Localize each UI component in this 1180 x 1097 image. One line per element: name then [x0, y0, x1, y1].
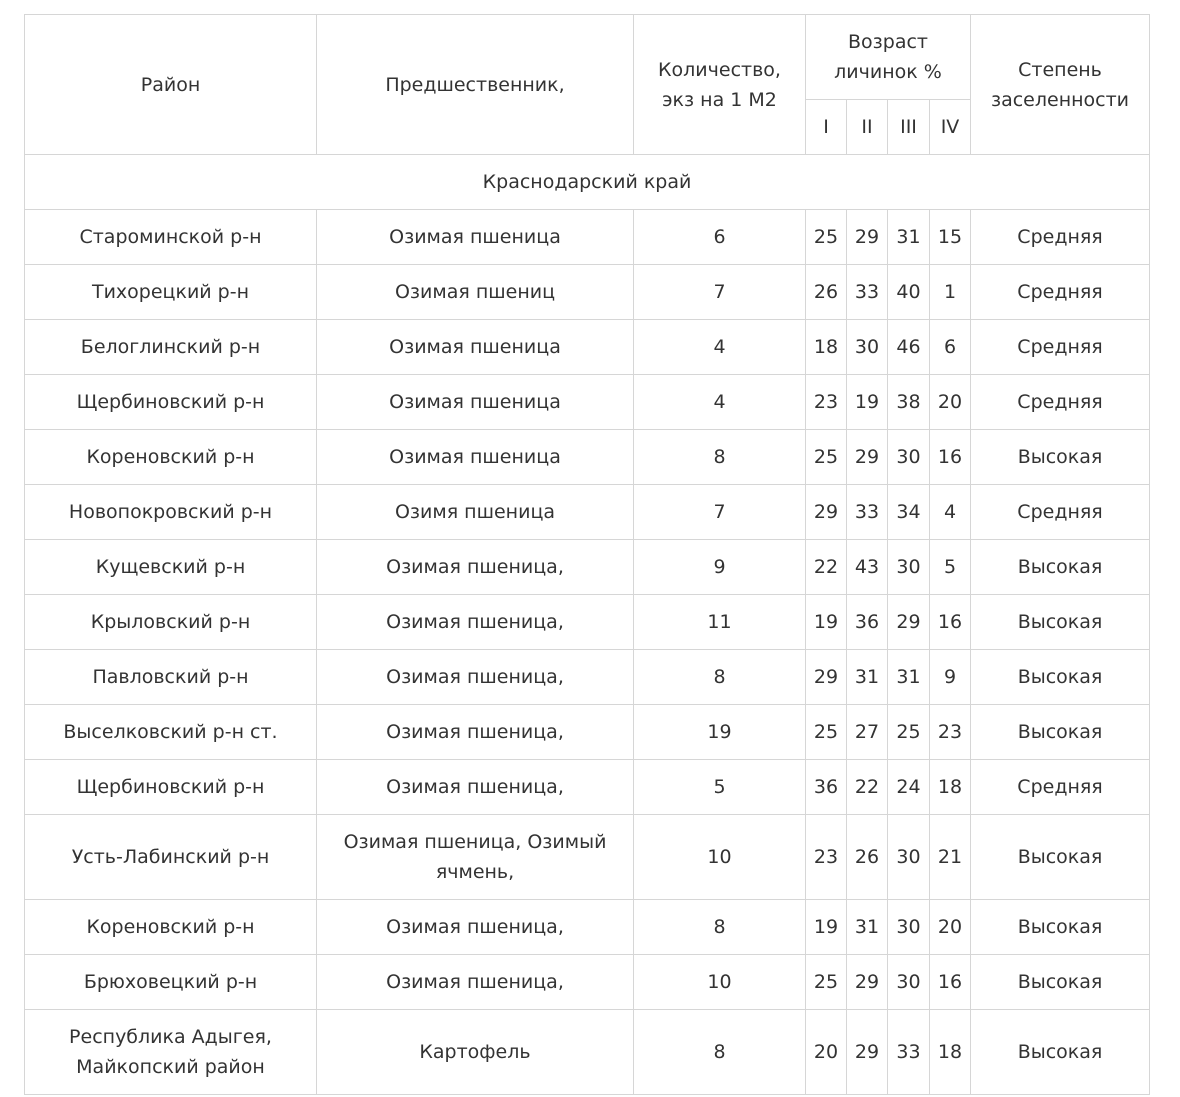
district-cell: Брюховецкий р-н: [25, 955, 317, 1010]
age-ii-cell: 33: [847, 485, 888, 540]
age-iii-cell: 34: [888, 485, 930, 540]
table-row: [25, 595, 1150, 650]
density-cell: Высокая: [971, 900, 1150, 955]
header-age-ii: II: [847, 100, 888, 155]
header-count: Количество, экз на 1 М2: [634, 15, 806, 155]
age-ii-cell: 29: [847, 430, 888, 485]
age-i-cell: 23: [806, 815, 847, 900]
age-ii-cell: 29: [847, 1010, 888, 1095]
age-i-cell: 36: [806, 760, 847, 815]
age-iii-cell: 25: [888, 705, 930, 760]
predecessor-cell: Озимая пшеница,: [317, 955, 634, 1010]
age-iii-cell: 24: [888, 760, 930, 815]
header-age-i: I: [806, 100, 847, 155]
age-iii-cell: 31: [888, 210, 930, 265]
age-i-cell: 23: [806, 375, 847, 430]
age-ii-cell: 31: [847, 900, 888, 955]
district-cell: Кущевский р-н: [25, 540, 317, 595]
density-cell: Высокая: [971, 1010, 1150, 1095]
age-iv-cell: 9: [930, 650, 971, 705]
age-iv-cell: 23: [930, 705, 971, 760]
age-i-cell: 20: [806, 1010, 847, 1095]
count-cell: 8: [634, 900, 806, 955]
count-cell: 7: [634, 265, 806, 320]
table-row: [25, 210, 1150, 265]
age-iii-cell: 29: [888, 595, 930, 650]
age-i-cell: 19: [806, 900, 847, 955]
age-i-cell: 29: [806, 650, 847, 705]
age-iv-cell: 4: [930, 485, 971, 540]
table-body: [25, 155, 1150, 1095]
predecessor-cell: Озимя пшеница: [317, 485, 634, 540]
age-ii-cell: 26: [847, 815, 888, 900]
age-iv-cell: 6: [930, 320, 971, 375]
age-iii-cell: 30: [888, 955, 930, 1010]
table-bottom-edge: [24, 1094, 1149, 1095]
region-label: Краснодарский край: [25, 155, 1150, 210]
age-i-cell: 18: [806, 320, 847, 375]
age-iii-cell: 38: [888, 375, 930, 430]
header-age-iii: III: [888, 100, 930, 155]
age-i-cell: 19: [806, 595, 847, 650]
count-cell: 11: [634, 595, 806, 650]
predecessor-cell: Озимая пшеница: [317, 320, 634, 375]
table-row: [25, 1010, 1150, 1095]
predecessor-cell: Озимая пшеница: [317, 430, 634, 485]
age-i-cell: 26: [806, 265, 847, 320]
predecessor-cell: Озимая пшеница,: [317, 595, 634, 650]
age-i-cell: 22: [806, 540, 847, 595]
age-iv-cell: 18: [930, 760, 971, 815]
predecessor-cell: Озимая пшеница,: [317, 900, 634, 955]
district-cell: Кореновский р-н: [25, 900, 317, 955]
age-iii-cell: 33: [888, 1010, 930, 1095]
count-cell: 8: [634, 430, 806, 485]
age-iii-cell: 31: [888, 650, 930, 705]
district-cell: Крыловский р-н: [25, 595, 317, 650]
age-iii-cell: 30: [888, 815, 930, 900]
density-cell: Высокая: [971, 595, 1150, 650]
region-row: [25, 155, 1150, 210]
age-ii-cell: 19: [847, 375, 888, 430]
predecessor-cell: Картофель: [317, 1010, 634, 1095]
age-iv-cell: 21: [930, 815, 971, 900]
age-i-cell: 25: [806, 955, 847, 1010]
count-cell: 4: [634, 375, 806, 430]
header-age-iv: IV: [930, 100, 971, 155]
density-cell: Высокая: [971, 815, 1150, 900]
table-row: [25, 815, 1150, 900]
age-iv-cell: 5: [930, 540, 971, 595]
table-row: [25, 900, 1150, 955]
age-i-cell: 25: [806, 430, 847, 485]
age-iii-cell: 40: [888, 265, 930, 320]
age-ii-cell: 22: [847, 760, 888, 815]
count-cell: 8: [634, 650, 806, 705]
density-cell: Средняя: [971, 320, 1150, 375]
density-cell: Средняя: [971, 210, 1150, 265]
table-row: [25, 375, 1150, 430]
count-cell: 19: [634, 705, 806, 760]
age-iii-cell: 30: [888, 540, 930, 595]
table-header: [25, 15, 1150, 155]
age-iv-cell: 18: [930, 1010, 971, 1095]
predecessor-cell: Озимая пшениц: [317, 265, 634, 320]
age-iv-cell: 20: [930, 900, 971, 955]
predecessor-cell: Озимая пшеница,: [317, 540, 634, 595]
table-row: [25, 265, 1150, 320]
age-i-cell: 25: [806, 210, 847, 265]
density-cell: Средняя: [971, 485, 1150, 540]
density-cell: Высокая: [971, 705, 1150, 760]
predecessor-cell: Озимая пшеница,: [317, 650, 634, 705]
header-predecessor: Предшественник,: [317, 15, 634, 155]
larvae-table: [24, 14, 1150, 1095]
density-cell: Высокая: [971, 540, 1150, 595]
district-cell: Павловский р-н: [25, 650, 317, 705]
table-row: [25, 705, 1150, 760]
age-i-cell: 29: [806, 485, 847, 540]
age-iv-cell: 16: [930, 430, 971, 485]
predecessor-cell: Озимая пшеница,: [317, 705, 634, 760]
age-ii-cell: 36: [847, 595, 888, 650]
density-cell: Высокая: [971, 955, 1150, 1010]
district-cell: Щербиновский р-н: [25, 760, 317, 815]
table-row: [25, 485, 1150, 540]
age-iii-cell: 30: [888, 900, 930, 955]
age-ii-cell: 30: [847, 320, 888, 375]
age-ii-cell: 33: [847, 265, 888, 320]
header-age: Возраст личинок %: [806, 15, 971, 100]
count-cell: 6: [634, 210, 806, 265]
table-row: [25, 540, 1150, 595]
count-cell: 8: [634, 1010, 806, 1095]
district-cell: Белоглинский р-н: [25, 320, 317, 375]
predecessor-cell: Озимая пшеница: [317, 210, 634, 265]
count-cell: 4: [634, 320, 806, 375]
age-iv-cell: 20: [930, 375, 971, 430]
district-cell: Новопокровский р-н: [25, 485, 317, 540]
density-cell: Высокая: [971, 430, 1150, 485]
predecessor-cell: Озимая пшеница,: [317, 760, 634, 815]
density-cell: Средняя: [971, 265, 1150, 320]
table-row: [25, 650, 1150, 705]
age-ii-cell: 27: [847, 705, 888, 760]
age-ii-cell: 43: [847, 540, 888, 595]
age-iv-cell: 16: [930, 955, 971, 1010]
age-iii-cell: 30: [888, 430, 930, 485]
district-cell: Кореновский р-н: [25, 430, 317, 485]
predecessor-cell: Озимая пшеница, Озимый ячмень,: [317, 815, 634, 900]
district-cell: Щербиновский р-н: [25, 375, 317, 430]
density-cell: Высокая: [971, 650, 1150, 705]
age-iv-cell: 1: [930, 265, 971, 320]
district-cell: Тихорецкий р-н: [25, 265, 317, 320]
table-row: [25, 430, 1150, 485]
count-cell: 10: [634, 815, 806, 900]
district-cell: Староминской р-н: [25, 210, 317, 265]
predecessor-cell: Озимая пшеница: [317, 375, 634, 430]
count-cell: 9: [634, 540, 806, 595]
density-cell: Средняя: [971, 375, 1150, 430]
count-cell: 5: [634, 760, 806, 815]
age-ii-cell: 29: [847, 955, 888, 1010]
district-cell: Выселковский р-н ст.: [25, 705, 317, 760]
district-cell: Республика Адыгея, Майкопский район: [25, 1010, 317, 1095]
table-row: [25, 955, 1150, 1010]
count-cell: 7: [634, 485, 806, 540]
age-iv-cell: 15: [930, 210, 971, 265]
table-row: [25, 320, 1150, 375]
table-row: [25, 760, 1150, 815]
age-ii-cell: 31: [847, 650, 888, 705]
header-density: Степень заселенности: [971, 15, 1150, 155]
density-cell: Средняя: [971, 760, 1150, 815]
age-iv-cell: 16: [930, 595, 971, 650]
count-cell: 10: [634, 955, 806, 1010]
age-i-cell: 25: [806, 705, 847, 760]
age-iii-cell: 46: [888, 320, 930, 375]
header-district: Район: [25, 15, 317, 155]
age-ii-cell: 29: [847, 210, 888, 265]
district-cell: Усть-Лабинский р-н: [25, 815, 317, 900]
